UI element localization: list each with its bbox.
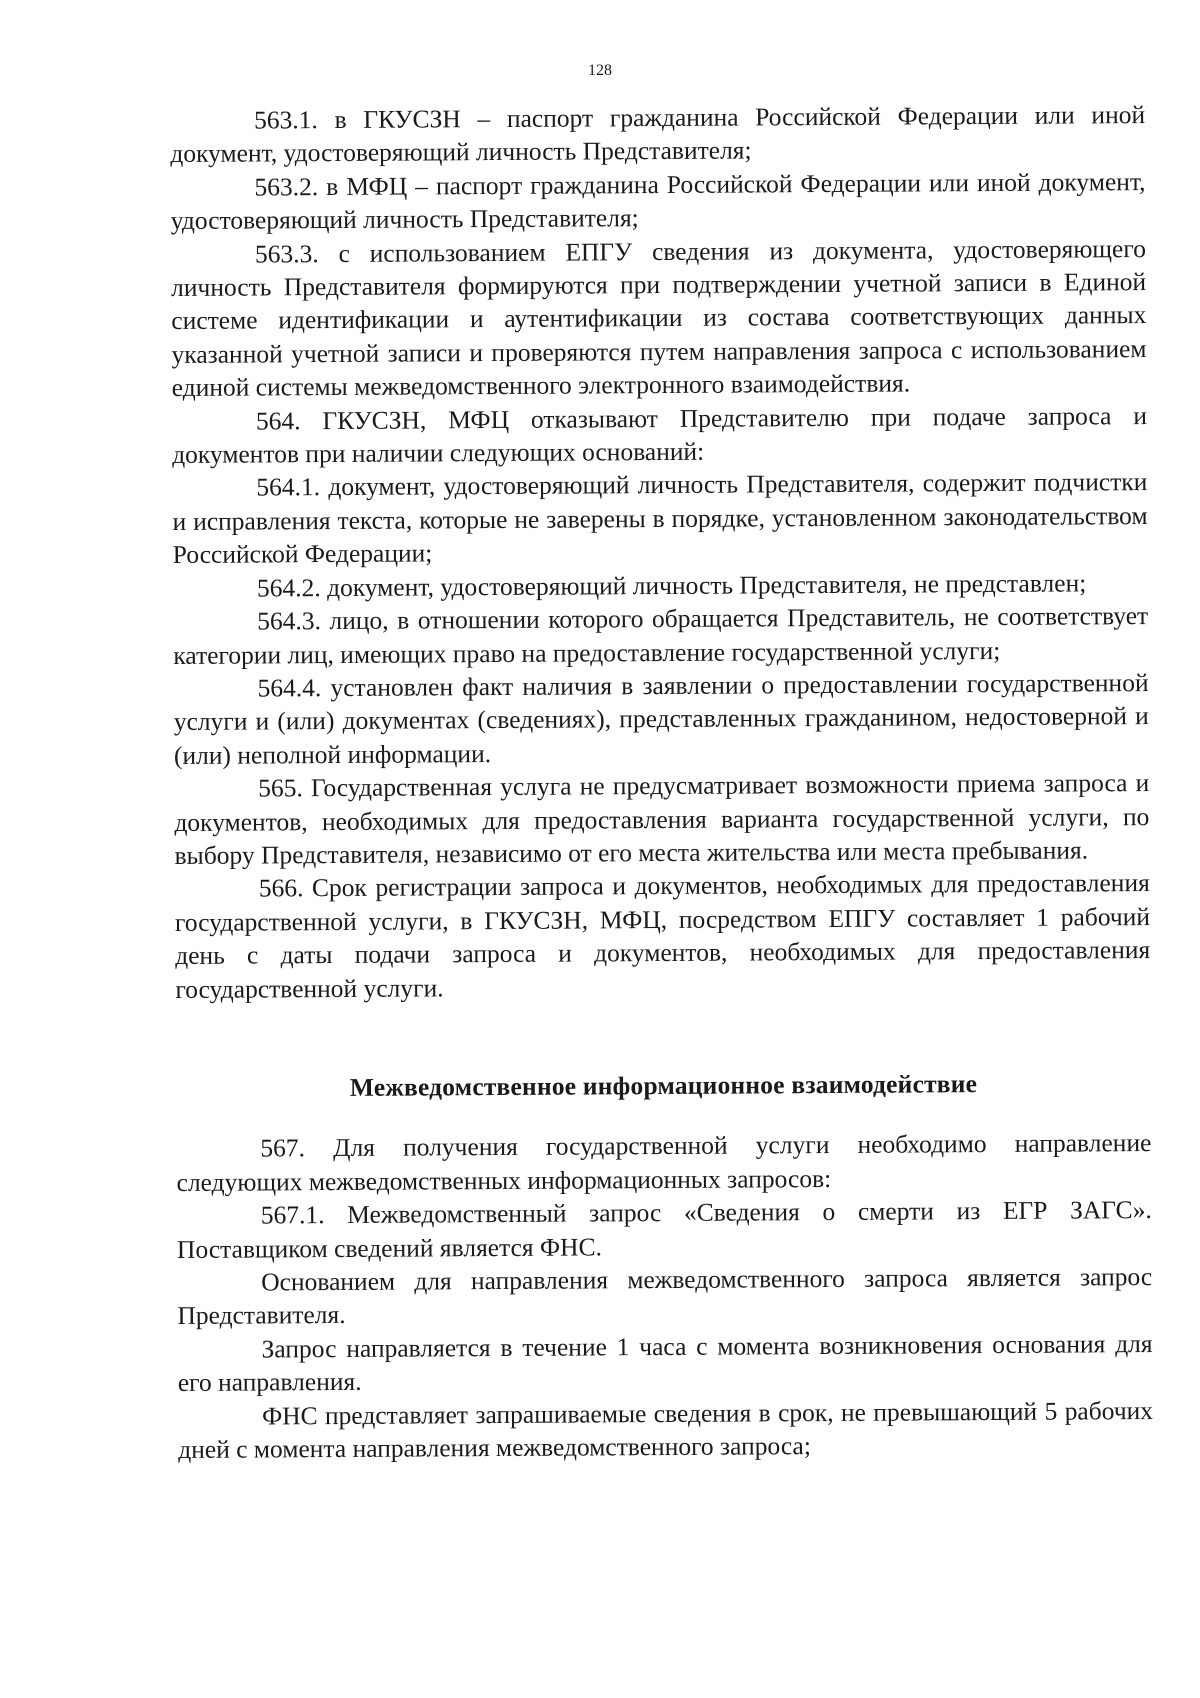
page-number: 128 xyxy=(588,62,612,79)
section-heading: Межведомственное информационное взаимодействие xyxy=(349,1069,978,1102)
paragraph-564-3: 564.3. лицо, в отношении которого обращается Представитель, не соответствует категории лиц, имеющих право на предоставление государственной услуги; xyxy=(173,601,1149,670)
paragraph-565: 565. Государственная услуга не предусматривает возможности приема запроса и документов, необходимых для предоставления варианта государственной услуги, по выбору Представителя, независимо от его места жительства или места пребывания. xyxy=(174,768,1150,870)
paragraph-564-2: 564.2. документ, удостоверяющий личность Представителя, не представлен; xyxy=(256,568,1087,603)
paragraph-564-1: 564.1. документ, удостоверяющий личность Представителя, содержит подчистки и исправления текста, которые не заверены в порядке, установленном законодательством Российской Федерации; xyxy=(172,467,1148,570)
paragraph-request-timing: Запрос направляется в течение 1 часа с момента возникновения основания для его направления. xyxy=(177,1328,1153,1398)
paragraph-567: 567. Для получения государственной услуги необходимо направление следующих межведомственных информационных запросов: xyxy=(176,1128,1152,1197)
paragraph-fns-deadline: ФНС представляет запрашиваемые сведения в срок, не превышающий 5 рабочих дней с момента направления межведомственного запроса; xyxy=(178,1395,1154,1465)
paragraph-563-2: 563.2. в МФЦ – паспорт гражданина Российской Федерации или иной документ, удостоверяющий личность Представителя; xyxy=(170,166,1146,236)
paragraph-567-1: 567.1. Межведомственный запрос «Сведения о смерти из ЕГР ЗАГС». Поставщиком сведений является ФНС. xyxy=(176,1195,1152,1264)
paragraph-566: 566. Срок регистрации запроса и документов, необходимых для предоставления государственной услуги, в ГКУСЗН, МФЦ, посредством ЕПГУ составляет 1 рабочий день с даты подачи запроса и документов, необходимых для предоставления государственной услуги. xyxy=(174,868,1151,1004)
document-body xyxy=(170,98,1153,1466)
paragraph-basis: Основанием для направления межведомственного запроса является запрос Представителя. xyxy=(177,1262,1153,1331)
paragraph-564: 564. ГКУСЗН, МФЦ отказывают Представителю при подаче запроса и документов при наличии следующих оснований: xyxy=(172,400,1148,470)
paragraph-563-3: 563.3. с использованием ЕПГУ сведения из документа, удостоверяющего личность Представителя формируются при подтверждении учетной записи в Единой системе идентификации и аутентификации из состава соответствующих данных указанной учетной записи и проверяются путем направления запроса с использованием единой системы межведомственного электронного взаимодействия. xyxy=(171,233,1147,403)
paragraph-564-4: 564.4. установлен факт наличия в заявлении о предоставлении государственной услуги и (или) документах (сведениях), представленных гражданином, недостоверной и (или) неполной информации. xyxy=(173,667,1149,770)
paragraph-563-1: 563.1. в ГКУСЗН – паспорт гражданина Российской Федерации или иной документ, удостоверяющий личность Представителя; xyxy=(170,100,1146,169)
